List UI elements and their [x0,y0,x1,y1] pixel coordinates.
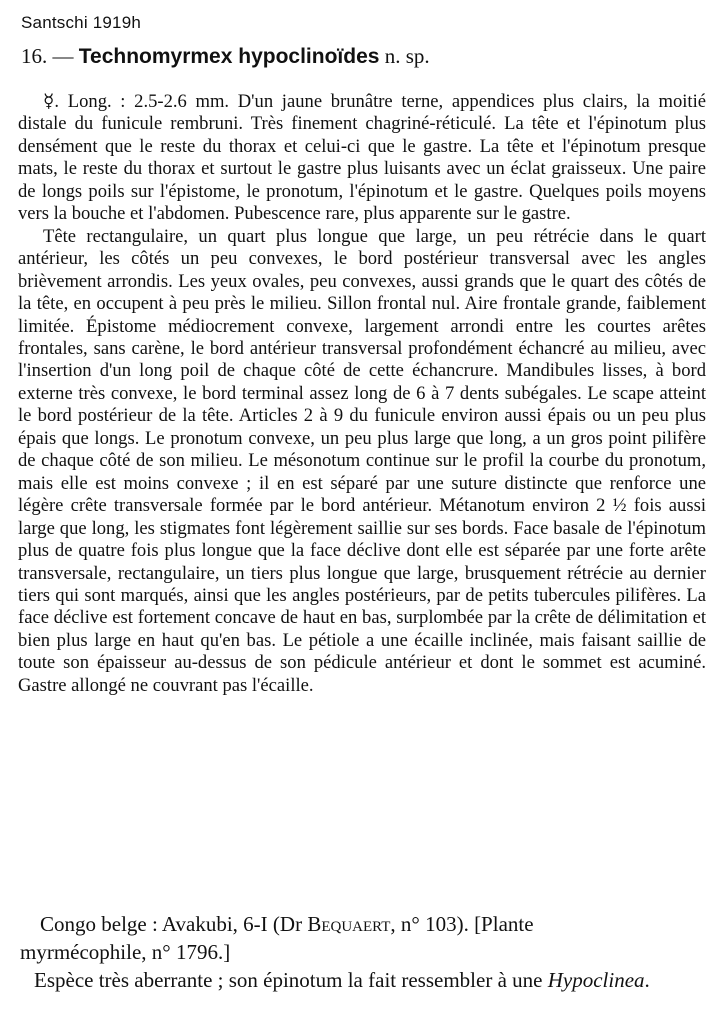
description-paragraph-2: Tête rectangulaire, un quart plus longue que large, un peu rétrécie dans le quart antérieur, les côtés un peu convexes, le bord postérieur transversal avec les angles brièvement arrondis. Les yeux ovales, peu convexes, aussi grands que le quart des côtés de la tête, en occupent à peu près le milieu. Sillon frontal nul. Aire frontale grande, faiblement limitée. Épistome médiocrement convexe, largement arrondi entre les courtes arêtes frontales, sans carène, le bord antérieur transversal profondément échancré au milieu, avec l'insertion d'un long poil de chaque côté de cette échancrure. Mandibules lisses, à bord externe très convexe, le bord terminal assez long de 6 à 7 dents subégales. Le scape atteint le bord postérieur de la tête. Articles 2 à 9 du funicule environ aussi épais ou un peu plus épais que longs. Le pronotum convexe, un peu plus large que long, a un gros point pilifère de chaque côté de son milieu. Le mésonotum continue sur le profil la courbe du pronotum, mais elle est moins convexe ; il en est séparé par une suture distincte que renforce une légère crête transversale formée par le bord antérieur. Métanotum environ 2 ½ fois aussi large que long, les stigmates font légèrement saillie sur ses bords. Face basale de l'épinotum plus de quatre fois plus longue que la face déclive dont elle est séparée par une forte arête transversale, rectangulaire, un tiers plus longue que large, brusquement rétrécie au dernier tiers qui sont marqués, ainsi que les angles postérieurs, par de petits tubercules pilifères. La face déclive est fortement concave de haut en bas, surplombée par la crête de délimitation et bien plus large en haut qu'en bas. Le pétiole a une écaille inclinée, mais faisant saillie de toute son épaisseur au-dessus de son pédicule antérieur et dont le sommet est acuminé. Gastre allongé ne couvrant pas l'écaille. [18,225,706,696]
remark-block [18,966,708,994]
description-body [18,91,706,697]
locality-line-1 [40,910,704,938]
remark-text: Espèce très aberrante ; son épinotum la fait ressembler à une [34,968,548,992]
locality-middle: , n° 103). [Plante [390,912,534,936]
remark-end: . [644,968,650,992]
locality-prefix: Congo belge : Avakubi, 6-I (Dr [40,912,308,936]
citation-header: Santschi 1919h [21,13,141,32]
locality-line-2: myrmécophile, n° 1796.] [20,940,231,964]
collector-name: Bequaert [307,912,391,936]
locality-record [20,910,704,966]
species-status: n. sp. [384,44,430,68]
remark-paragraph [18,966,708,994]
species-name: Technomyrmex hypoclinoïdes [78,45,380,68]
description-paragraph-1: ☿. Long. : 2.5-2.6 mm. D'un jaune brunâtre terne, appendices plus clairs, la moitié distale du funicule rembruni. Très finement chagriné-réticulé. La tête et l'épinotum plus densément que le reste du thorax et celui-ci que le gastre. La tête et l'épinotum presque mats, le reste du thorax et surtout le gastre plus luisants avec un éclat graisseux. Une paire de longs poils sur l'épistome, le pronotum, l'épinotum et le gastre. Quelques poils moyens vers la bouche et l'abdomen. Pubescence rare, plus apparente sur le gastre. [18,91,706,225]
species-title [21,44,430,69]
genus-name: Hypoclinea [547,968,645,992]
species-number: 16. — [21,44,74,68]
